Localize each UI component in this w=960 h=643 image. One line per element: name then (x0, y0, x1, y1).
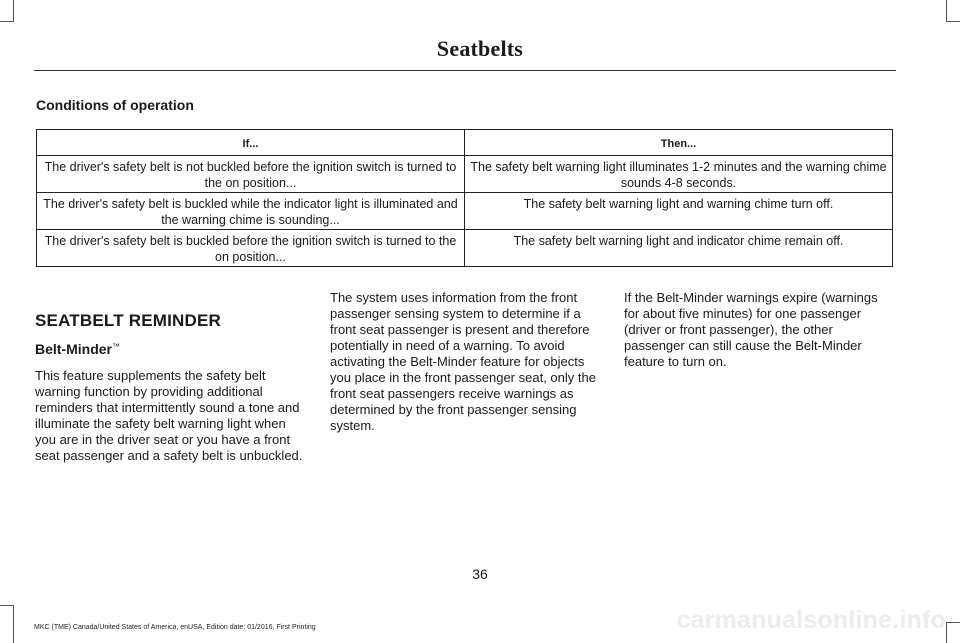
crop-mark (0, 21, 13, 22)
text-column-2 (330, 290, 602, 434)
crop-mark (946, 622, 947, 643)
table-cell-condition: The driver's safety belt is not buckled before the ignition switch is turned to the on position... (37, 156, 465, 193)
crop-mark (13, 0, 14, 22)
crop-mark (946, 0, 947, 22)
table-row (37, 230, 893, 267)
column-header-then: Then... (465, 130, 893, 156)
crop-mark (947, 622, 960, 623)
table-cell-condition: The driver's safety belt is buckled before the ignition switch is turned to the on position... (37, 230, 465, 267)
trademark-symbol: ™ (112, 342, 120, 351)
conditions-table (36, 129, 893, 267)
table-row (37, 193, 893, 230)
text-column-1 (35, 288, 305, 464)
subheading-text: Belt-Minder (35, 341, 112, 357)
table-cell-condition: The driver's safety belt is buckled while the indicator light is illuminated and the warning chime is sounding... (37, 193, 465, 230)
page-number: 36 (472, 566, 488, 582)
body-paragraph: The system uses information from the front passenger sensing system to determine if a front seat passenger is present and therefore potentially in need of a warning. To avoid activating the Belt-Minder feature for objects you place in the front passenger seat, only the front seat passengers receive warnings as determined by the front passenger sensing system. (330, 290, 596, 433)
watermark: carmanualsonline.info (676, 606, 946, 634)
table-cell-result: The safety belt warning light illuminates 1-2 minutes and the warning chime sounds 4-8 seconds. (465, 156, 893, 193)
header-divider (34, 70, 896, 71)
table-cell-result: The safety belt warning light and indicator chime remain off. (465, 230, 893, 267)
crop-mark (13, 605, 14, 643)
text-column-3 (624, 290, 896, 370)
body-paragraph: If the Belt-Minder warnings expire (warnings for about five minutes) for one passenger (driver or front passenger), the other passenger can still cause the Belt-Minder feature to turn on. (624, 290, 878, 369)
table-row (37, 156, 893, 193)
column-header-if: If... (37, 130, 465, 156)
table-header-row (37, 130, 893, 156)
crop-mark (0, 605, 13, 606)
section-heading: Conditions of operation (36, 97, 194, 113)
crop-mark (947, 21, 960, 22)
page-title: Seatbelts (436, 36, 524, 61)
edition-note: MKC (TME) Canada/United States of America, enUSA, Edition date: 01/2016, First Printing (34, 624, 316, 631)
belt-minder-subheading (35, 341, 305, 357)
body-paragraph: This feature supplements the safety belt warning function by providing additional reminders that intermittently sound a tone and illuminate the safety belt warning light when you are in the driver seat or you have a front seat passenger and a safety belt is unbuckled. (35, 368, 303, 463)
table-cell-result: The safety belt warning light and warning chime turn off. (465, 193, 893, 230)
reminder-heading: SEATBELT REMINDER (35, 311, 221, 330)
